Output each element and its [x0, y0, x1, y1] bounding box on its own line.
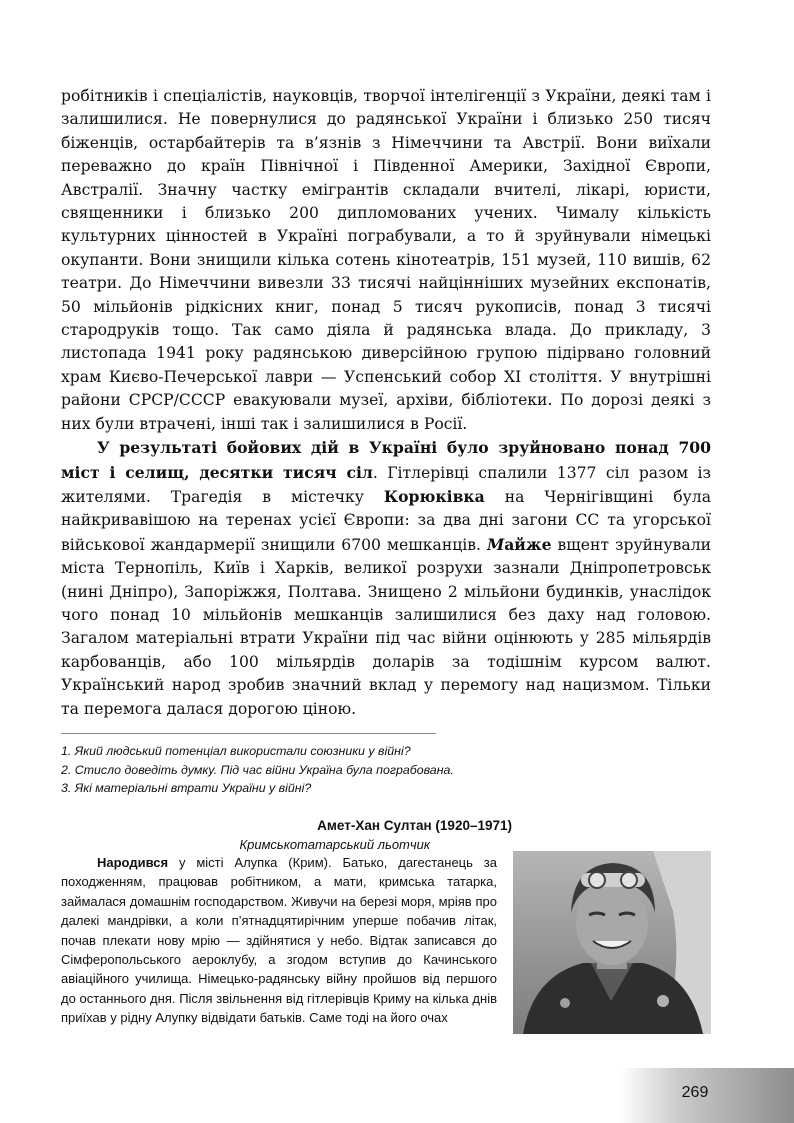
paragraph-2-bolditalic-m: М — [486, 534, 505, 554]
main-text — [61, 85, 711, 721]
question-2: 2. Стисло доведіть думку. Під час війни Україна була пограбована. — [61, 762, 454, 777]
bio-body: у місті Алупка (Крим). Батько, дагестанець за походженням, працював робітником, а мати, кримська татарка, займалася домашнім господарством. Живучи на березі моря, мріяв про далекі мандрівки, а коли п’ятнадцятирічним уперше побачив літак, почав плекати нову мрію — здійнятися у небо. Відтак записався до Сімферопольського аероклубу, а згодом вступив до Качинського авіаційного училища. Німецько-радянську війну пройшов від першого до останнього дня. Після звільнення від гітлерівців Криму на кілька днів приїхав у рідну Алупку відвідати батьків. Саме тоді на його очах — [61, 855, 497, 1026]
paragraph-2-koriukivka: Корюківка — [383, 486, 485, 506]
section-divider — [61, 733, 436, 734]
paragraph-2-text-a: . Гітлерівці спалили 1377 сіл разом із жителями. Трагедія в містечку — [61, 463, 711, 506]
portrait-photo — [513, 851, 711, 1034]
paragraph-2-text-c: вщент зруйнували міста Тернопіль, Київ і Харків, великої розрухи зазнали Дніпропетровськ (нині Дніпро), Запоріжжя, Полтава. Знищено 2 мільйони будинків, унаслідок чого понад 10 мільйонів мешканців залишилися без даху над головою. Загалом матеріальні втрати України під час війни оцінюють у 285 мільярдів карбованців, або 100 мільярдів доларів за тодішнім курсом валют. Український народ зробив значний вклад у перемогу над нацизмом. Тільки та перемога далася дорогою ціною. — [61, 535, 711, 718]
paragraph-2-bold-lead: У результаті бойових дій в Україні було зруйновано понад 700 міст і селищ, десятки тисяч сіл — [61, 438, 711, 482]
question-1: 1. Який людський потенціал використали союзники у війні? — [61, 744, 411, 758]
bio-lead: Народився — [97, 855, 169, 870]
paragraph-1: робітників і спеціалістів, науковців, творчої інтелігенції з України, деякі там і залишилися. Не повернулися до радянської України і близько 250 тисяч біженців, остарбайтерів та в’язнів з Німеччини та Австрії. Вони виїхали переважно до країн Північної і Південної Америки, Західної Європи, Австралії. Значну частку емігрантів складали вчителі, лікарі, юристи, священники і близько 200 дипломованих учених. Чималу кількість культурних цінностей в Україні пограбували, а то й зруйнували німецькі окупанти. Вони знищили кілька сотень кінотеатрів, 151 музей, 110 вишів, 62 театри. До Німеччини вивезли 33 тисячі найцінніших музейних експонатів, 50 мільйонів рідкісних книг, понад 5 тисяч рукописів, понад 3 тисячі стародруків тощо. Так само діяла й радянська влада. До прикладу, 3 листопада 1941 року радянською диверсійною групою підірвано головний храм Києво-Печерської лаври — Успенський собор XI століття. У внутрішні райони СРСР/СССР евакуювали музеї, архіви, бібліотеки. По дорозі деякі з них були втрачені, інші так і залишилися в Росії. — [61, 87, 711, 433]
bio-role: Кримськотатарський льотчик — [239, 837, 430, 852]
paragraph-2-bold-aizhe: айже — [504, 534, 552, 554]
bio-text — [61, 853, 497, 1028]
page-number: 269 — [681, 1084, 709, 1101]
paragraph-2-text-b: на Чернігівщині була найкривавішою на теренах усієї Європи: за два дні загони СС та угорської військової жандармерії знищили 6700 мешканців. — [61, 487, 711, 554]
review-questions — [61, 742, 711, 798]
bio-name: Амет-Хан Султан (1920–1971) — [317, 818, 512, 833]
paragraph-2 — [61, 436, 711, 721]
question-3: 3. Які матеріальні втрати України у війні? — [61, 781, 312, 796]
